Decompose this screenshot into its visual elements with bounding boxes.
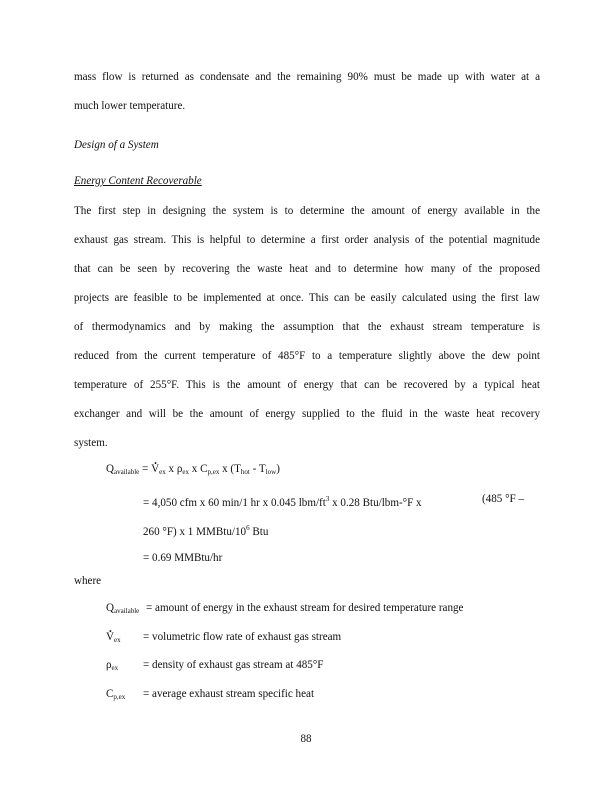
page-number: 88: [300, 733, 312, 745]
equation-step-2: 260 °F) x 1 MMBtu/$10^6$ Btu: [143, 524, 269, 538]
where-label: where: [74, 575, 102, 587]
definition-symbol: $Q_{available}$: [106, 602, 140, 615]
text-line: projects are feasible to be implemented at once. This can be easily calculated using the first law: [74, 292, 540, 304]
definition-text: = volumetric flow rate of exhaust gas stream: [143, 631, 342, 643]
definition-text: = average exhaust stream specific heat: [143, 688, 315, 700]
text-line: much lower temperature.: [74, 100, 186, 112]
document-page: mass flow is returned as condensate and the remaining 90% must be made up with water at a much lower temperature. Design of a System Energy Content Recoverable The first step in designing the system is to determine the amount of energy available in the exhaust gas stream. This is helpful to determine a first order analysis of the potential magnitude that can be seen by recovering the waste heat and to determine how many of the proposed projects are feasible to be implemented at once. This can be easily calculated using the first law of thermodynamics and by making the assumption that the exhaust stream temperature is reduced from the current temperature of 485°F to a temperature slightly above the dew point temperature of 255°F. This is the amount of energy that can be recovered by a typical heat exchanger and will be the amount of energy supplied to the fluid in the waste heat recovery system. $Q_{available}$ = . $V_{ex}$ x $\rho_{ex}$ x $C_{p,ex}$ x $(T_{hot} - T_{low})$ = 4,050 cfm x 60 min/1 hr x 0.045 lbm/$ft^3$ x 0.28 Btu/lbm-°F x (485 °F – 260 °F) x 1 MMBtu/$10^6$ Btu = 0.69 MMBtu/hr where $Q_{available}$ = amount of energy in the exhaust stream for desired temperature range . $V_{ex}$ = volumetric flow rate of exhaust gas stream $\rho_{ex}$ = density of exhaust gas stream at 485°F $C_{p,ex}$ = average exhaust stream specific heat 88: [0, 0, 612, 792]
text-line: mass flow is returned as condensate and the remaining 90% must be made up with water at a: [74, 71, 540, 83]
text-line: that can be seen by recovering the waste heat and to determine how many of the proposed: [74, 263, 540, 275]
text-line: The first step in designing the system is to determine the amount of energy available in the: [74, 205, 540, 217]
definition-symbol: $C_{p,ex}$: [106, 688, 126, 701]
text-line: system.: [74, 437, 108, 449]
definition-text: = density of exhaust gas stream at 485°F: [143, 659, 324, 671]
text-line: temperature of 255°F. This is the amount of energy that can be recovered by a typical heat: [74, 379, 540, 391]
text-line: of thermodynamics and by making the assumption that the exhaust stream temperature is: [74, 321, 540, 333]
text-line: exchanger and will be the amount of energy supplied to the fluid in the waste heat recovery: [74, 408, 540, 420]
definition-symbol: $\rho_{ex}$: [106, 659, 119, 672]
equation-step-1: = 4,050 cfm x 60 min/1 hr x 0.045 lbm/$ft^3$ x 0.28 Btu/lbm-°F x: [143, 495, 422, 509]
definition-text: = amount of energy in the exhaust stream for desired temperature range: [146, 602, 464, 614]
text-line: reduced from the current temperature of 485°F to a temperature slightly above the dew point: [74, 350, 540, 362]
equation-step-1-continued: (485 °F –: [482, 493, 525, 505]
text-line: exhaust gas stream. This is helpful to determine a first order analysis of the potential magnitude: [74, 234, 540, 246]
definition-symbol: . $V_{ex}$: [106, 630, 121, 647]
equation-result: = 0.69 MMBtu/hr: [143, 552, 223, 564]
equation-main: $Q_{available}$ = . $V_{ex}$ x $\rho_{ex}$ x $C_{p,ex}$ x $(T_{hot} - T_{low})$: [106, 462, 280, 479]
